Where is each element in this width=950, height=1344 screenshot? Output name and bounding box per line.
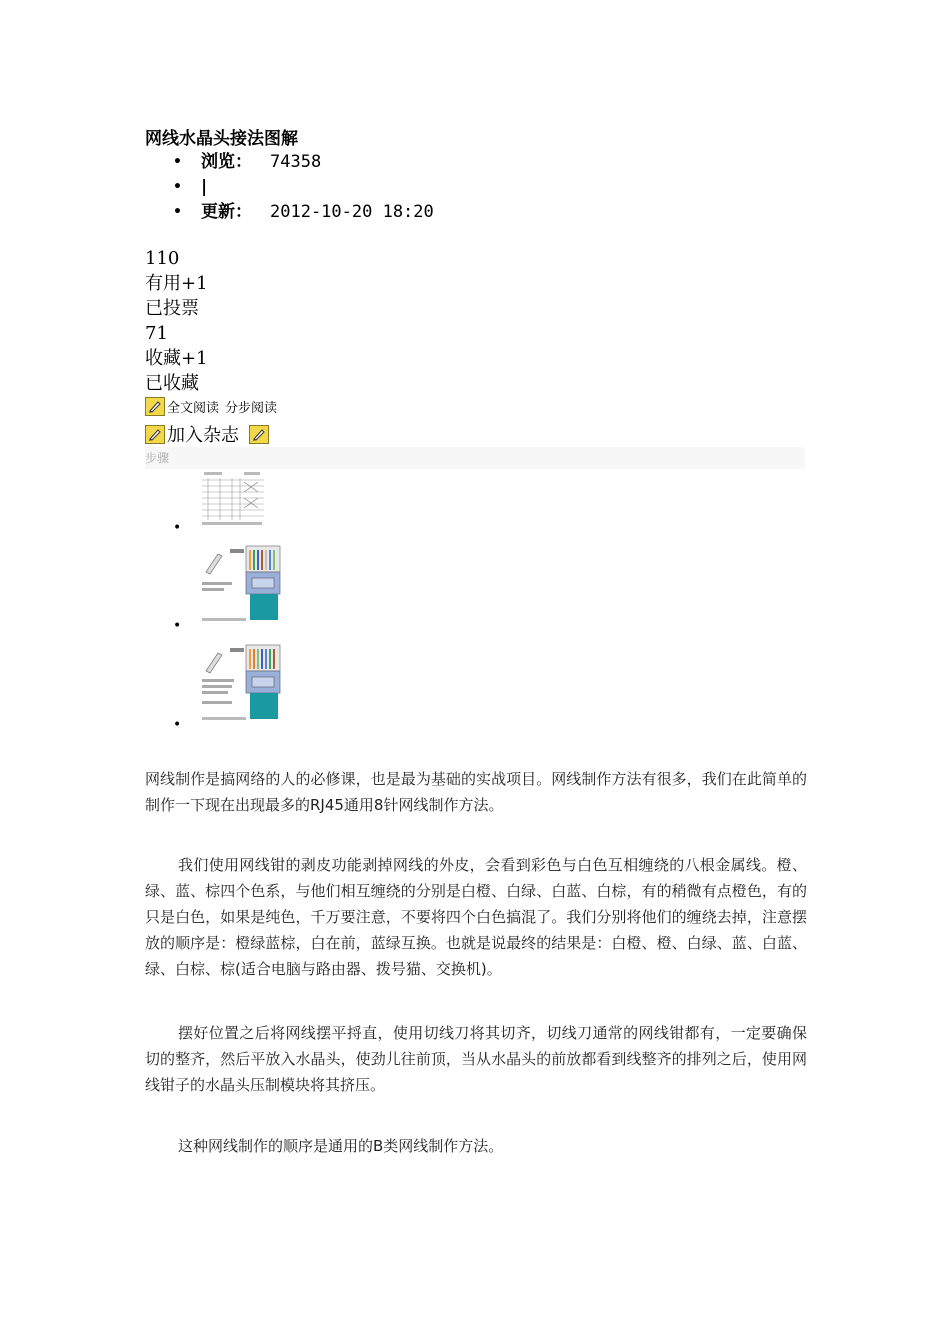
favorite-button[interactable]: 收藏+1 bbox=[145, 348, 208, 369]
steps-header: 步骤 bbox=[145, 447, 805, 469]
bullet: • bbox=[173, 154, 182, 170]
favorite-count: 71 bbox=[145, 323, 168, 344]
views-value: 74358 bbox=[270, 152, 322, 172]
bullet: • bbox=[173, 520, 182, 536]
step-image-wiring-table[interactable] bbox=[200, 470, 266, 532]
meta-separator bbox=[145, 175, 434, 200]
paragraph-crimp: 摆好位置之后将网线摆平捋直，使用切线刀将其切齐，切线刀通常的网线钳都有，一定要确保切的整齐，然后平放入水晶头，使劲儿往前顶，当从水晶头的前放都看到线整齐的排列之后，使用网线钳子的水晶头压制模块将其挤压。 bbox=[145, 1024, 807, 1094]
updated-value: 2012-10-20 18:20 bbox=[270, 202, 434, 222]
pencil-icon[interactable] bbox=[145, 397, 165, 416]
useful-count: 110 bbox=[145, 248, 180, 269]
paragraph-intro: 网线制作是搞网络的人的必修课，也是最为基础的实战项目。网线制作方法有很多，我们在此简单的制作一下现在出现最多的RJ45通用8针网线制作方法。 bbox=[145, 770, 807, 814]
updated-label: 更新： bbox=[201, 202, 252, 222]
step-read-link[interactable]: 分步阅读 bbox=[225, 401, 278, 416]
full-read-link[interactable]: 全文阅读 bbox=[167, 401, 220, 416]
bullet: • bbox=[173, 717, 182, 733]
step-image-connector[interactable] bbox=[200, 544, 282, 630]
read-mode-bar bbox=[145, 397, 277, 416]
pencil-icon[interactable] bbox=[249, 425, 269, 444]
step-image-connector-b[interactable] bbox=[200, 643, 282, 729]
meta-updated bbox=[145, 200, 434, 225]
magazine-bar bbox=[145, 421, 269, 447]
useful-button[interactable]: 有用+1 bbox=[145, 273, 208, 294]
paragraph-strip-wires: 我们使用网线钳的剥皮功能剥掉网线的外皮，会看到彩色与白色互相缠绕的八根金属线。橙、绿、蓝、棕四个色系，与他们相互缠绕的分别是白橙、白绿、白蓝、白棕，有的稍微有点橙色，有的只是白色，如果是纯色，千万要注意，不要将四个白色搞混了。我们分别将他们的缠绕去掉，注意摆放的顺序是：橙绿蓝棕，白在前，蓝绿互换。也就是说最终的结果是：白橙、橙、白绿、蓝、白蓝、绿、白棕、棕(适合电脑与路由器、拨号猫、交换机)。 bbox=[145, 856, 807, 978]
pencil-icon[interactable] bbox=[145, 425, 165, 444]
voted-label: 已投票 bbox=[145, 298, 199, 319]
views-label: 浏览： bbox=[201, 152, 252, 172]
bullet: • bbox=[173, 618, 182, 634]
meta-views bbox=[145, 150, 434, 175]
separator: | bbox=[201, 177, 208, 197]
add-to-magazine-button[interactable]: 加入杂志 bbox=[167, 425, 239, 446]
paragraph-type-b: 这种网线制作的顺序是通用的B类网线制作方法。 bbox=[178, 1137, 504, 1155]
bullet: • bbox=[173, 179, 182, 195]
article-meta-list bbox=[145, 150, 434, 225]
article-title: 网线水晶头接法图解 bbox=[145, 129, 298, 149]
favorited-label: 已收藏 bbox=[145, 373, 199, 394]
bullet: • bbox=[173, 204, 182, 220]
